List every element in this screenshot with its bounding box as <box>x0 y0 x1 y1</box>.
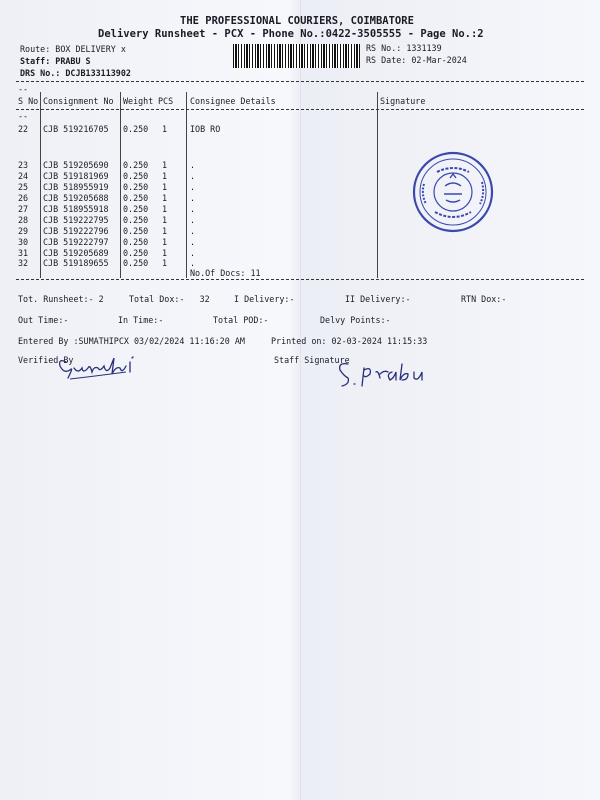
table-row <box>0 160 600 170</box>
row-consignee: . <box>190 182 196 192</box>
header-signature: Signature <box>380 96 426 106</box>
rs-number: RS No.: 1331139 <box>366 43 442 53</box>
header-weight: Weight <box>123 96 154 106</box>
row-consignee: . <box>190 204 196 214</box>
company-name: THE PROFESSIONAL COURIERS, COIMBATORE <box>180 15 414 27</box>
no-of-docs: No.Of Docs: 11 <box>190 268 261 278</box>
row-consignment: CJB 519205689 <box>43 248 109 258</box>
drs-number: DRS No.: DCJB133113902 <box>20 68 131 78</box>
header-consignee: Consignee Details <box>190 96 276 106</box>
row-consignee: IOB RO <box>190 124 221 134</box>
i-delivery: I Delivery:- <box>234 294 295 304</box>
staff-handwritten-signature <box>334 356 434 390</box>
table-row <box>0 204 600 214</box>
row-consignee: . <box>190 237 196 247</box>
total-pod: Total POD:- <box>213 315 269 325</box>
row-consignment: CJB 519222795 <box>43 215 109 225</box>
table-row <box>0 124 600 134</box>
row-consignment: CJB 519222796 <box>43 226 109 236</box>
row-sno: 32 <box>18 258 29 268</box>
runsheet-subtitle: Delivery Runsheet - PCX - Phone No.:0422-3505555 - Page No.:2 <box>98 28 484 40</box>
row-pcs: 1 <box>162 237 168 247</box>
table-row <box>0 182 600 192</box>
row-sno: 26 <box>18 193 29 203</box>
row-weight: 0.250 <box>123 258 149 268</box>
row-weight: 0.250 <box>123 193 149 203</box>
row-consignee: . <box>190 215 196 225</box>
row-pcs: 1 <box>162 215 168 225</box>
row-pcs: 1 <box>162 204 168 214</box>
table-row <box>0 226 600 236</box>
row-consignment: CJB 519205690 <box>43 160 109 170</box>
table-header <box>0 96 600 106</box>
staff-label: Staff: PRABU S <box>20 56 91 66</box>
row-weight: 0.250 <box>123 215 149 225</box>
delvy-points: Delvy Points:- <box>320 315 391 325</box>
dashes-mid: -- <box>18 111 29 121</box>
row-weight: 0.250 <box>123 226 149 236</box>
row-pcs: 1 <box>162 226 168 236</box>
row-pcs: 1 <box>162 124 168 134</box>
verifier-signature <box>56 352 166 382</box>
row-sno: 31 <box>18 248 29 258</box>
entered-by: Entered By :SUMATHIPCX 03/02/2024 11:16:20 AM <box>18 336 245 346</box>
staff-signature-label: Staff Signature <box>274 355 350 365</box>
row-consignee: . <box>190 226 196 236</box>
barcode <box>233 44 360 68</box>
tot-runsheet: Tot. Runsheet:- 2 <box>18 294 104 304</box>
table-row <box>0 171 600 181</box>
row-consignee: . <box>190 248 196 258</box>
row-pcs: 1 <box>162 248 168 258</box>
row-consignment: CJB 519189655 <box>43 258 109 268</box>
dashes-top: -- <box>18 84 29 94</box>
total-dox: Total Dox:- 32 <box>129 294 210 304</box>
rule-top <box>16 81 584 82</box>
verified-by-label: Verified By <box>18 355 74 365</box>
header-consignment: Consignment No <box>43 96 114 106</box>
row-pcs: 1 <box>162 171 168 181</box>
row-consignment: CJB 518955918 <box>43 204 109 214</box>
row-consignment: CJB 519181969 <box>43 171 109 181</box>
row-consignee: . <box>190 171 196 181</box>
row-pcs: 1 <box>162 160 168 170</box>
row-sno: 23 <box>18 160 29 170</box>
row-pcs: 1 <box>162 182 168 192</box>
table-row <box>0 258 600 268</box>
row-sno: 25 <box>18 182 29 192</box>
row-weight: 0.250 <box>123 182 149 192</box>
route-label: Route: BOX DELIVERY x <box>20 44 126 54</box>
row-consignment: CJB 518955919 <box>43 182 109 192</box>
row-sno: 22 <box>18 124 29 134</box>
row-sno: 29 <box>18 226 29 236</box>
row-consignee: . <box>190 258 196 268</box>
header-pcs: PCS <box>158 96 174 106</box>
out-time: Out Time:- <box>18 315 69 325</box>
row-consignee: . <box>190 193 196 203</box>
header-sno: S No <box>18 96 39 106</box>
row-pcs: 1 <box>162 258 168 268</box>
office-seal-stamp <box>411 150 495 234</box>
row-consignee: . <box>190 160 196 170</box>
table-row <box>0 193 600 203</box>
row-sno: 30 <box>18 237 29 247</box>
row-weight: 0.250 <box>123 160 149 170</box>
table-row <box>0 237 600 247</box>
printed-on: Printed on: 02-03-2024 11:15:33 <box>271 336 428 346</box>
rtn-dox: RTN Dox:- <box>461 294 507 304</box>
row-consignment: CJB 519216705 <box>43 124 109 134</box>
table-row <box>0 215 600 225</box>
row-sno: 28 <box>18 215 29 225</box>
row-pcs: 1 <box>162 193 168 203</box>
in-time: In Time:- <box>118 315 164 325</box>
row-consignment: CJB 519222797 <box>43 237 109 247</box>
table-row <box>0 248 600 258</box>
row-weight: 0.250 <box>123 248 149 258</box>
row-sno: 24 <box>18 171 29 181</box>
rule-header <box>16 109 584 110</box>
row-sno: 27 <box>18 204 29 214</box>
row-weight: 0.250 <box>123 237 149 247</box>
row-consignment: CJB 519205688 <box>43 193 109 203</box>
paper-fold <box>300 0 301 800</box>
row-weight: 0.250 <box>123 204 149 214</box>
row-weight: 0.250 <box>123 171 149 181</box>
rule-bottom <box>16 279 584 280</box>
rs-date: RS Date: 02-Mar-2024 <box>366 55 467 65</box>
row-weight: 0.250 <box>123 124 149 134</box>
ii-delivery: II Delivery:- <box>345 294 411 304</box>
